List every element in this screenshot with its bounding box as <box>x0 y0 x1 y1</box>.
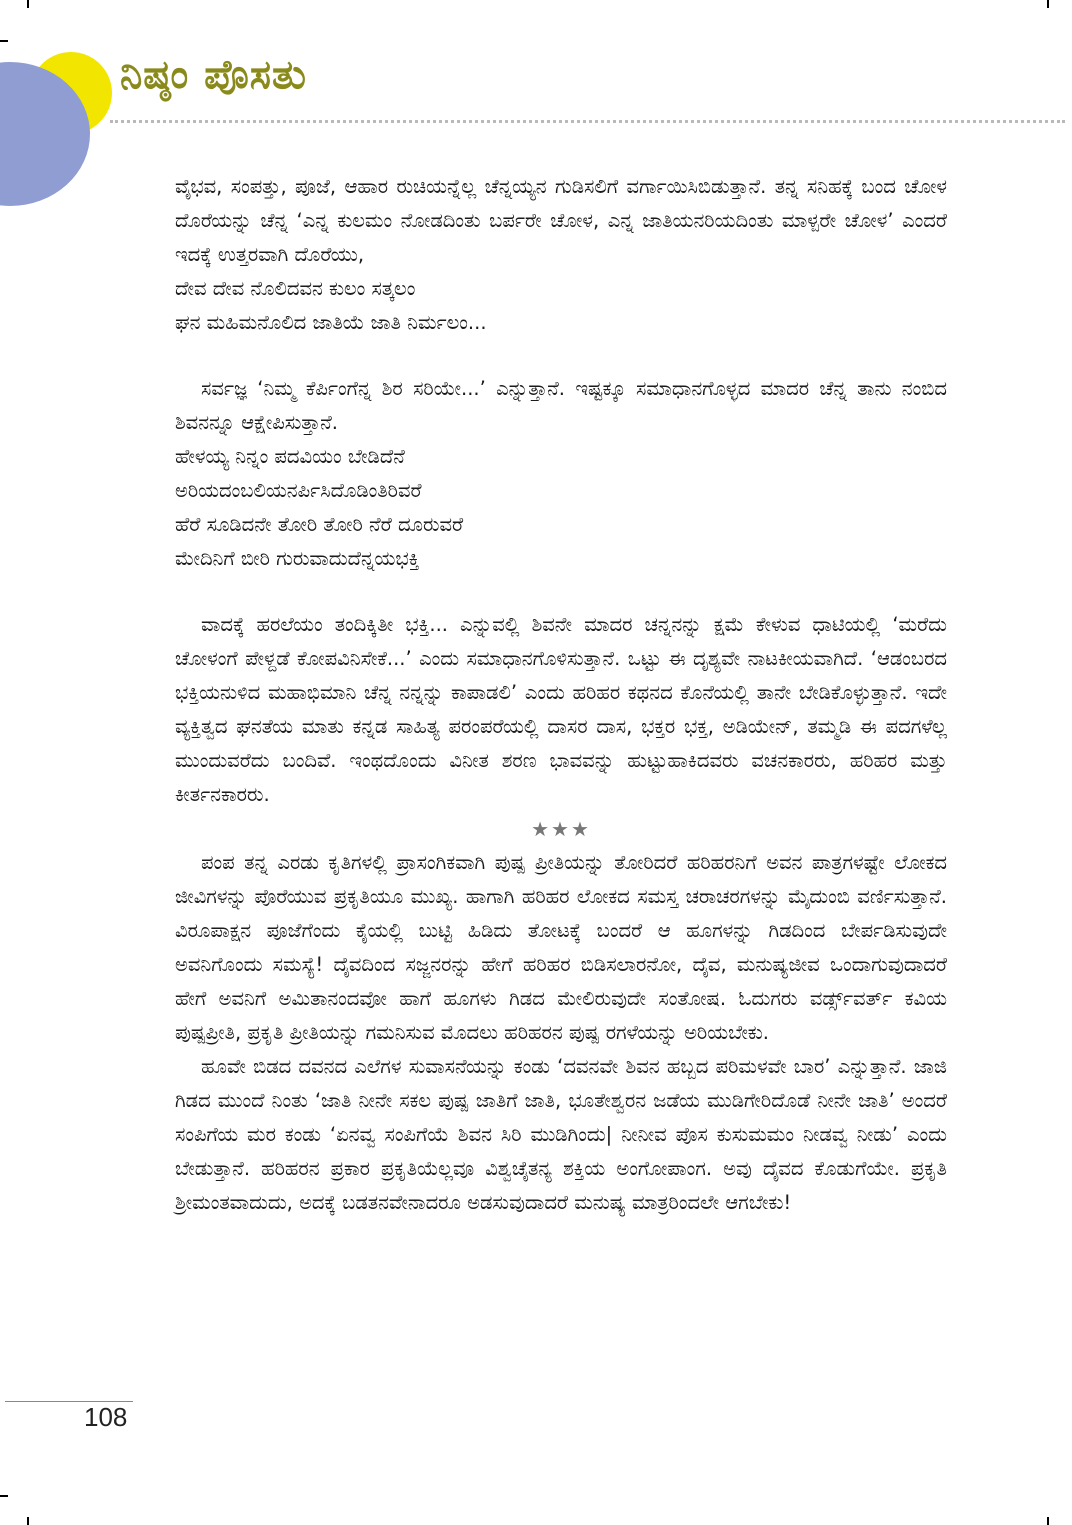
paragraph: ಹೂವೇ ಬಿಡದ ದವನದ ಎಲೆಗಳ ಸುವಾಸನೆಯನ್ನು ಕಂಡು ‘ದವನವೇ ಶಿವನ ಹಬ್ಬದ ಪರಿಮಳವೇ ಬಾರ’ ಎನ್ನುತ್ತಾನೆ. ಜಾಜಿ ಗಿಡದ ಮುಂದೆ ನಿಂತು ‘ಜಾತಿ ನೀನೇ ಸಕಲ ಪುಷ್ಪ ಜಾತಿಗೆ ಜಾತಿ, ಭೂತೇಶ್ವರನ ಜಡೆಯ ಮುಡಿಗೇರಿದೊಡೆ ನೀನೇ ಜಾತಿ’ ಅಂದರೆ ಸಂಪಿಗೆಯ ಮರ ಕಂಡು ‘ಏನವ್ವ ಸಂಪಿಗೆಯೆ ಶಿವನ ಸಿರಿ ಮುಡಿಗಿಂದು| ನೀನೀವ ಪೊಸ ಕುಸುಮಮಂ ನೀಡವ್ವ ನೀಡು’ ಎಂದು ಬೇಡುತ್ತಾನೆ. ಹರಿಹರನ ಪ್ರಕಾರ ಪ್ರಕೃತಿಯೆಲ್ಲವೂ ವಿಶ್ವಚೈತನ್ಯ ಶಕ್ತಿಯ ಅಂಗೋಪಾಂಗ. ಅವು ದೈವದ ಕೊಡುಗೆಯೇ. ಪ್ರಕೃತಿ ಶ್ರೀಮಂತವಾದುದು, ಅದಕ್ಕೆ ಬಡತನವೇನಾದರೂ ಅಡಸುವುದಾದರೆ ಮನುಷ್ಯ ಮಾತ್ರರಿಂದಲೇ ಆಗಬೇಕು! <box>175 1055 947 1214</box>
verse-line: ಮೇದಿನಿಗೆ ಬೀರಿ ಗುರುವಾದುದೆನ್ನಯಭಕ್ತಿ <box>175 547 420 570</box>
page-body <box>175 170 947 1220</box>
paragraph: ಪಂಪ ತನ್ನ ಎರಡು ಕೃತಿಗಳಲ್ಲಿ ಪ್ರಾಸಂಗಿಕವಾಗಿ ಪುಷ್ಪ ಪ್ರೀತಿಯನ್ನು ತೋರಿದರೆ ಹರಿಹರನಿಗೆ ಅವನ ಪಾತ್ರಗಳಷ್ಟೇ ಲೋಕದ ಜೀವಿಗಳನ್ನು ಪೊರೆಯುವ ಪ್ರಕೃತಿಯೂ ಮುಖ್ಯ. ಹಾಗಾಗಿ ಹರಿಹರ ಲೋಕದ ಸಮಸ್ತ ಚರಾಚರಗಳನ್ನು ಮೈದುಂಬಿ ವರ್ಣಿಸುತ್ತಾನೆ. ವಿರೂಪಾಕ್ಷನ ಪೂಜೆಗೆಂದು ಕೈಯಲ್ಲಿ ಬುಟ್ಟಿ ಹಿಡಿದು ತೋಟಕ್ಕೆ ಬಂದರೆ ಆ ಹೂಗಳನ್ನು ಗಿಡದಿಂದ ಬೇರ್ಪಡಿಸುವುದೇ ಅವನಿಗೊಂದು ಸಮಸ್ಯೆ! ದೈವದಿಂದ ಸಜ್ಜನರನ್ನು ಹೇಗೆ ಹರಿಹರ ಬಿಡಿಸಲಾರನೋ, ದೈವ, ಮನುಷ್ಯಜೀವ ಒಂದಾಗುವುದಾದರೆ ಹೇಗೆ ಅವನಿಗೆ ಅಮಿತಾನಂದವೋ ಹಾಗೆ ಹೂಗಳು ಗಿಡದ ಮೇಲಿರುವುದೇ ಸಂತೋಷ. ಓದುಗರು ವರ್ಡ್ಸ್‌ವರ್ತ್ ಕವಿಯ ಪುಷ್ಪಪ್ರೀತಿ, ಪ್ರಕೃತಿ ಪ್ರೀತಿಯನ್ನು ಗಮನಿಸುವ ಮೊದಲು ಹರಿಹರನ ಪುಷ್ಪ ರಗಳೆಯನ್ನು ಅರಿಯಬೇಕು. <box>175 851 947 1044</box>
section-title: ನಿಷ್ಠಂ ಪೊಸತು <box>120 52 307 98</box>
verse-line: ದೇವ ದೇವ ನೊಲಿದವನ ಕುಲಂ ಸತ್ಕಲಂ <box>175 277 416 300</box>
verse-line: ಹೇಳಯ್ಯ ನಿನ್ನಂ ಪದವಿಯಂ ಬೇಡಿದೆನೆ <box>175 445 405 468</box>
header-dotted-rule <box>110 120 1065 123</box>
verse-line: ಅರಿಯದಂಬಲಿಯನರ್ಪಿಸಿದೊಡಿಂತಿರಿವರೆ <box>175 479 422 502</box>
crop-mark <box>1047 1517 1049 1525</box>
paragraph: ವಾದಕ್ಕೆ ಹರಲೆಯಂ ತಂದಿಕ್ಕಿತೀ ಭಕ್ತಿ... ಎನ್ನುವಲ್ಲಿ ಶಿವನೇ ಮಾದರ ಚನ್ನನನ್ನು ಕ್ಷಮೆ ಕೇಳುವ ಧಾಟಿಯಲ್ಲಿ ‘ಮರೆದು ಚೋಳಂಗೆ ಪೇಳ್ದಡೆ ಕೋಪವಿನಿಸೇಕೆ...’ ಎಂದು ಸಮಾಧಾನಗೊಳಿಸುತ್ತಾನೆ. ಒಟ್ಟು ಈ ದೃಶ್ಯವೇ ನಾಟಕೀಯವಾಗಿದೆ. ‘ಆಡಂಬರದ ಭಕ್ತಿಯನುಳಿದ ಮಹಾಭಿಮಾನಿ ಚೆನ್ನ ನನ್ನನ್ನು ಕಾಪಾಡಲಿ’ ಎಂದು ಹರಿಹರ ಕಥನದ ಕೊನೆಯಲ್ಲಿ ತಾನೇ ಬೇಡಿಕೊಳ್ಳುತ್ತಾನೆ. ಇದೇ ವ್ಯಕ್ತಿತ್ವದ ಘನತೆಯ ಮಾತು ಕನ್ನಡ ಸಾಹಿತ್ಯ ಪರಂಪರೆಯಲ್ಲಿ ದಾಸರ ದಾಸ, ಭಕ್ತರ ಭಕ್ತ, ಅಡಿಯೇನ್, ತಮ್ಮಡಿ ಈ ಪದಗಳೆಲ್ಲ ಮುಂದುವರೆದು ಬಂದಿವೆ. ಇಂಥದೊಂದು ವಿನೀತ ಶರಣ ಭಾವವನ್ನು ಹುಟ್ಟುಹಾಕಿದವರು ವಚನಕಾರರು, ಹರಿಹರ ಮತ್ತು ಕೀರ್ತನಕಾರರು. <box>175 613 947 806</box>
paragraph: ಸರ್ವಜ್ಞ ‘ನಿಮ್ಮ ಕೆರ್ಪಿಂಗೆನ್ನ ಶಿರ ಸರಿಯೇ...’ ಎನ್ನುತ್ತಾನೆ. ಇಷ್ಟಕ್ಕೂ ಸಮಾಧಾನಗೊಳ್ಳದ ಮಾದರ ಚೆನ್ನ ತಾನು ನಂಬಿದ ಶಿವನನ್ನೂ ಆಕ್ಷೇಪಿಸುತ್ತಾನೆ. <box>175 377 947 434</box>
verse-line: ಹೆರೆ ಸೂಡಿದನೇ ತೋರಿ ತೋರಿ ನೆರೆ ದೂರುವರೆ <box>175 513 464 536</box>
crop-mark <box>27 1517 29 1525</box>
crop-mark <box>1047 0 1049 8</box>
crop-mark <box>27 0 29 8</box>
verse-line: ಘನ ಮಹಿಮನೊಲಿದ ಜಾತಿಯೆ ಜಾತಿ ನಿರ್ಮಲಂ... <box>175 311 487 334</box>
paragraph: ವೈಭವ, ಸಂಪತ್ತು, ಪೂಜೆ, ಆಹಾರ ರುಚಿಯನ್ನೆಲ್ಲ ಚೆನ್ನಯ್ಯನ ಗುಡಿಸಲಿಗೆ ವರ್ಗಾಯಿಸಿಬಿಡುತ್ತಾನೆ. ತನ್ನ ಸನಿಹಕ್ಕೆ ಬಂದ ಚೋಳ ದೊರೆಯನ್ನು ಚೆನ್ನ ‘ಎನ್ನ ಕುಲಮಂ ನೋಡದಿಂತು ಬರ್ಪರೇ ಚೋಳ, ಎನ್ನ ಜಾತಿಯನರಿಯದಿಂತು ಮಾಳ್ಪರೇ ಚೋಳ’ ಎಂದರೆ ಇದಕ್ಕೆ ಉತ್ತರವಾಗಿ ದೊರೆಯು, <box>175 175 947 266</box>
crop-mark <box>0 1495 8 1497</box>
crop-mark <box>0 40 8 42</box>
section-separator-stars: ★★★ <box>531 817 591 841</box>
page-number: 108 <box>84 1402 128 1432</box>
